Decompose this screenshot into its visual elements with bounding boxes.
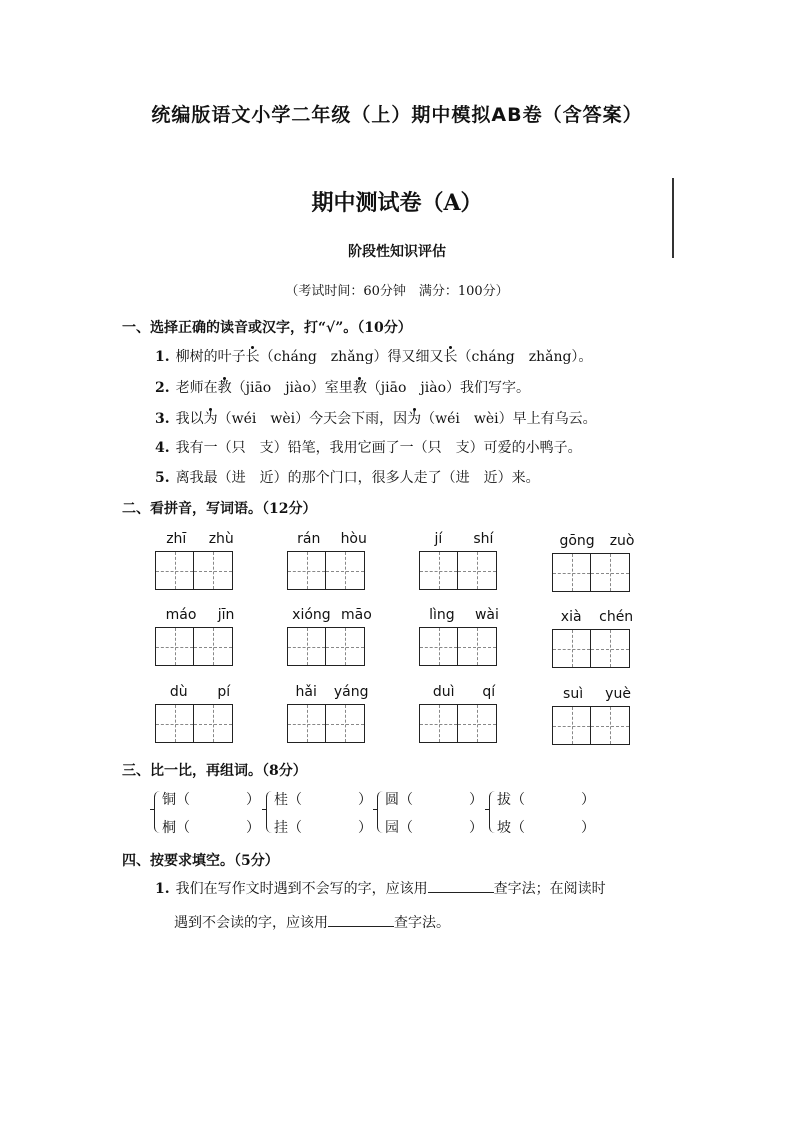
writing-cell[interactable]	[591, 553, 630, 592]
question-text: 查字法。	[394, 915, 450, 931]
compare-word: 挂（ ）	[274, 820, 372, 836]
pinyin-syllable: zuò	[609, 533, 635, 549]
writing-cell[interactable]	[287, 551, 326, 590]
pinyin-syllable: hòu	[340, 531, 367, 547]
section2-heading: 二、看拼音，写词语。（12分）	[122, 501, 317, 517]
question-text: （jiāo jiào）我们写字。	[366, 380, 530, 396]
compare-word: 拔（ ）	[497, 792, 595, 808]
pinyin-item	[155, 607, 245, 666]
pinyin-syllable: wài	[474, 607, 499, 623]
compare-pair	[154, 789, 264, 839]
pinyin-item	[287, 607, 377, 666]
question-1-1	[155, 346, 592, 366]
section3-heading: 三、比一比，再组词。（8分）	[122, 763, 307, 779]
dotted-char: 为	[203, 411, 218, 427]
question-text: 离我最（进 近）的那个门口，很多人走了（进 近）来。	[175, 470, 540, 486]
writing-cell[interactable]	[194, 627, 233, 666]
pinyin-syllable: zhù	[208, 531, 234, 547]
pinyin-syllable: xióng	[292, 607, 331, 623]
exam-title: 期中测试卷（A）	[311, 190, 483, 216]
question-number: 3.	[155, 411, 170, 427]
question-number: 1.	[155, 349, 170, 365]
question-4-1-line1	[155, 878, 606, 898]
question-4-1-line2	[174, 912, 450, 932]
pinyin-syllable: pí	[217, 684, 231, 700]
pinyin-item	[552, 533, 642, 592]
pinyin-syllable: dù	[169, 684, 188, 700]
compare-pair	[489, 789, 599, 839]
writing-cell[interactable]	[552, 706, 591, 745]
section1-heading: 一、选择正确的读音或汉字，打“√”。（10分）	[122, 320, 412, 336]
writing-cell[interactable]	[287, 627, 326, 666]
pinyin-item	[155, 531, 245, 590]
pinyin-syllable: chén	[599, 609, 634, 625]
pinyin-syllable: duì	[432, 684, 455, 700]
pinyin-item	[552, 609, 642, 668]
writing-cell[interactable]	[419, 551, 458, 590]
question-text: （cháng zhǎng）得又细又	[259, 349, 444, 365]
compare-pair	[377, 789, 487, 839]
compare-pair	[266, 789, 376, 839]
pinyin-item	[287, 531, 377, 590]
question-1-4	[155, 437, 582, 457]
compare-word: 圆（ ）	[385, 792, 483, 808]
dotted-char: 长	[443, 349, 458, 365]
writing-cell[interactable]	[326, 627, 365, 666]
writing-cell[interactable]	[419, 627, 458, 666]
pinyin-syllable: māo	[341, 607, 372, 623]
question-text: 我以	[175, 411, 204, 427]
pinyin-syllable: qí	[482, 684, 496, 700]
pinyin-syllable: xià	[560, 609, 582, 625]
writing-cell[interactable]	[287, 704, 326, 743]
question-text: （jiāo jiào）室里	[231, 380, 353, 396]
pinyin-item	[287, 684, 377, 743]
pinyin-syllable: jí	[434, 531, 443, 547]
dotted-char: 为	[407, 411, 422, 427]
writing-cell[interactable]	[194, 704, 233, 743]
pinyin-syllable: yuè	[605, 686, 631, 702]
brace	[154, 791, 160, 833]
brace	[377, 791, 383, 833]
question-text: 老师在	[175, 380, 218, 396]
brace	[266, 791, 272, 833]
pinyin-item	[155, 684, 245, 743]
question-number: 2.	[155, 380, 170, 396]
question-number: 1.	[155, 881, 170, 897]
writing-cell[interactable]	[326, 704, 365, 743]
question-text: 我们在写作文时遇到不会写的字，应该用	[175, 881, 428, 897]
writing-cell[interactable]	[326, 551, 365, 590]
pinyin-syllable: jīn	[217, 607, 235, 623]
pinyin-item	[552, 686, 642, 745]
writing-cell[interactable]	[155, 704, 194, 743]
pinyin-item	[419, 684, 509, 743]
pinyin-syllable: lìng	[429, 607, 455, 623]
writing-cell[interactable]	[552, 553, 591, 592]
pinyin-syllable: yáng	[333, 684, 369, 700]
pinyin-item	[419, 531, 509, 590]
writing-cell[interactable]	[458, 704, 497, 743]
question-1-2	[155, 377, 530, 397]
compare-word: 桂（ ）	[274, 792, 372, 808]
compare-word: 铜（ ）	[162, 792, 260, 808]
question-text: （wéi wèi）今天会下雨，因	[217, 411, 408, 427]
dotted-char: 教	[217, 380, 232, 396]
question-1-3	[155, 408, 597, 428]
compare-word: 桐（ ）	[162, 820, 260, 836]
writing-cell[interactable]	[155, 551, 194, 590]
section4-heading: 四、按要求填空。（5分）	[122, 853, 279, 869]
writing-cell[interactable]	[591, 706, 630, 745]
pinyin-syllable: suì	[563, 686, 584, 702]
question-text: 我有一（只 支）铅笔，我用它画了一（只 支）可爱的小鸭子。	[175, 440, 582, 456]
pinyin-syllable: shí	[473, 531, 494, 547]
question-text: （wéi wèi）早上有乌云。	[421, 411, 597, 427]
pinyin-syllable: gōng	[559, 533, 595, 549]
answer-blank[interactable]	[328, 912, 394, 927]
writing-cell[interactable]	[458, 627, 497, 666]
dotted-char: 教	[352, 380, 367, 396]
document-title: 统编版语文小学二年级（上）期中模拟AB卷（含答案）	[151, 104, 643, 126]
brace	[489, 791, 495, 833]
writing-cell[interactable]	[591, 629, 630, 668]
pinyin-item	[419, 607, 509, 666]
answer-blank[interactable]	[428, 878, 494, 893]
question-number: 5.	[155, 470, 170, 486]
writing-cell[interactable]	[552, 629, 591, 668]
writing-cell[interactable]	[155, 627, 194, 666]
pinyin-syllable: hǎi	[295, 684, 317, 700]
pinyin-syllable: zhī	[166, 531, 187, 547]
writing-cell[interactable]	[458, 551, 497, 590]
question-number: 4.	[155, 440, 170, 456]
pinyin-syllable: rán	[297, 531, 321, 547]
writing-cell[interactable]	[194, 551, 233, 590]
question-text: （cháng zhǎng）。	[457, 349, 593, 365]
writing-cell[interactable]	[419, 704, 458, 743]
compare-word: 园（ ）	[385, 820, 483, 836]
exam-subtitle: 阶段性知识评估	[348, 244, 446, 260]
pinyin-syllable: máo	[165, 607, 197, 623]
question-1-5	[155, 467, 540, 487]
question-text: 遇到不会读的字，应该用	[174, 915, 328, 931]
exam-info: （考试时间：60分钟 满分：100分）	[285, 284, 509, 299]
question-text: 柳树的叶子	[175, 349, 246, 365]
compare-word: 坡（ ）	[497, 820, 595, 836]
dotted-char: 长	[245, 349, 260, 365]
question-text: 查字法；在阅读时	[493, 881, 606, 897]
